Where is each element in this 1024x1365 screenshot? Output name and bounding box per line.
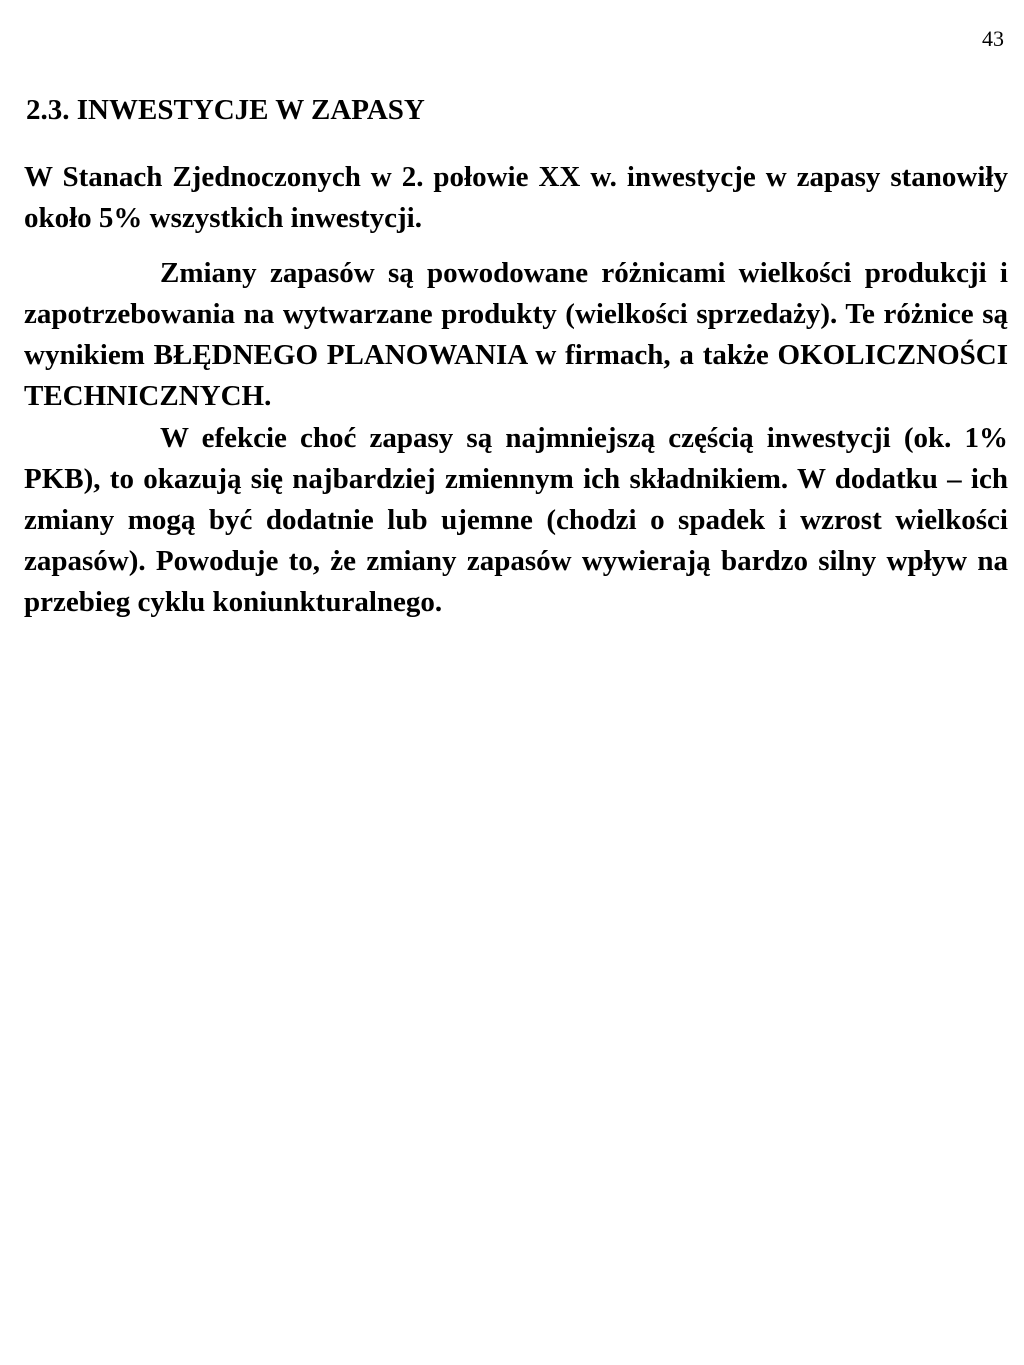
paragraph-causes: Zmiany zapasów są powodowane różnicami wielkości produkcji i zapotrzebowania na wytwarzane produkty (wielkości sprzedaży). Te różnice są wynikiem BŁĘDNEGO PLANOWANIA w firmach, a także OKOLICZNOŚCI TECHNICZNYCH. [24, 257, 1008, 412]
paragraph-intro: W Stanach Zjednoczonych w 2. połowie XX w. inwestycje w zapasy stanowiły około 5% wszystkich inwestycji. [24, 161, 1008, 234]
section-heading: 2.3. INWESTYCJE W ZAPASY [26, 94, 425, 126]
page-number: 43 [982, 26, 1004, 51]
paragraph-effects: W efekcie choć zapasy są najmniejszą częścią inwestycji (ok. 1% PKB), to okazują się najbardziej zmiennym ich składnikiem. W dodatku – ich zmiany mogą być dodatnie lub ujemne (chodzi o spadek i wzrost wielkości zapasów). Powoduje to, że zmiany zapasów wywierają bardzo silny wpływ na przebieg cyklu koniunkturalnego. [24, 422, 1008, 618]
